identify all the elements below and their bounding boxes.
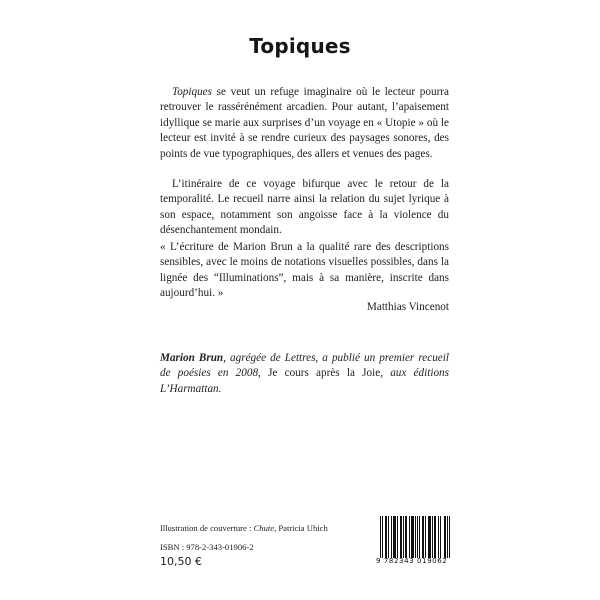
author-bio [160, 351, 449, 397]
illustration-artist: , Patricia Uhich [274, 523, 328, 533]
paragraph-1-text: se veut un refuge imaginaire où le lecteur pourra retrouver le rassérénément arcadien. Pour autant, l’apaisement idyllique se marie aux surprises d’un voyage en « Utopie » où le lecteur est invité à se rendre curieux des paysages sonores, des points de vue typographiques, des allers et venues des pages. [160, 86, 449, 160]
quote-author: Matthias Vincenot [366, 301, 449, 313]
book-title-italic: Topiques [172, 86, 212, 98]
isbn: ISBN : 978-2-343-01906-2 [160, 542, 254, 552]
barcode-bars-icon [380, 516, 454, 558]
book-title: Topiques [249, 34, 351, 58]
price: 10,50 € [160, 555, 202, 568]
barcode-digits: 9 782343 019062 [376, 557, 448, 565]
illustration-credit [160, 523, 328, 533]
illustration-work: Chute [253, 523, 275, 533]
description-paragraph-1 [160, 85, 449, 162]
barcode [376, 516, 456, 568]
quote-text: « L’écriture de Marion Brun a la qualité rare des descriptions sensibles, avec le moins de notations visuelles possibles, dans la lignée des “Illuminations”, mais à sa manière, inscrite dans aujourd’hui. » [160, 241, 449, 300]
review-quote [160, 240, 449, 302]
description-paragraph-2 [160, 177, 449, 239]
bio-text-1: , agrégée de Lettres, a publié un premier recueil de poésies en 2008, [160, 352, 449, 380]
illustration-label: Illustration de couverture : [160, 523, 254, 533]
author-name: Marion Brun [160, 352, 224, 364]
paragraph-2-text: L’itinéraire de ce voyage bifurque avec le retour de la temporalité. Le recueil narre ainsi la relation du sujet lyrique à son espace, notamment son angoisse face à la violence du désenchantement mondain. [160, 178, 449, 237]
bio-text-2: , aux éditions L’Harmattan. [160, 367, 449, 395]
bio-book-title: Je cours après la Joie [268, 367, 381, 380]
